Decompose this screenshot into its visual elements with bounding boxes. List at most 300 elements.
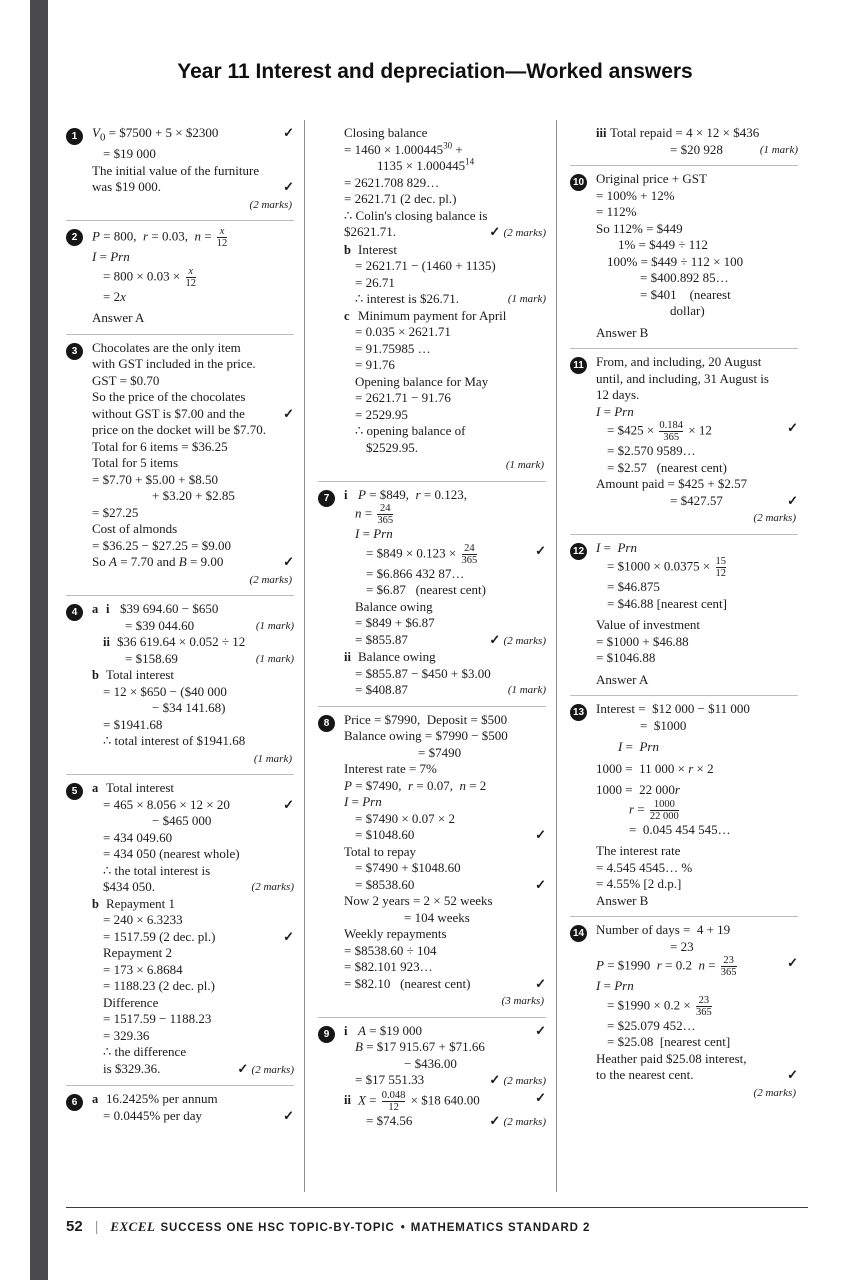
page-title: Year 11 Interest and depreciation—Worked answers [177, 60, 693, 83]
checkmark-icon: ✓ [283, 405, 294, 421]
question-badge-cell [66, 125, 92, 213]
question-number-badge: 1 [66, 128, 83, 145]
marks-label: (2 marks) [249, 198, 292, 211]
answer-lines [596, 540, 798, 689]
answer-lines [344, 712, 546, 1010]
fraction: $\frac{1000}{22 000}$ [649, 798, 679, 822]
marks-label: (1 mark) [507, 293, 546, 305]
worked-line: = 329.36 [103, 1027, 150, 1043]
answer-block [318, 120, 546, 481]
worked-line: = $7490 + $1048.60 [355, 860, 461, 875]
worked-line: = 104 weeks [404, 909, 470, 925]
worked-line: = $20 928 (1 mark) [670, 141, 798, 157]
answer-block [570, 348, 798, 534]
worked-line: = 2621.71 (2 dec. pl.) [344, 191, 457, 206]
worked-line: = $1048.60 ✓ [355, 827, 546, 842]
worked-line: P = 800, r = 0.03, n = $\frac{x}{12}$ [92, 226, 228, 250]
checkmark-icon: ✓ [283, 928, 294, 944]
question-badge-cell [570, 171, 596, 341]
worked-line: = 1517.59 − 1188.23 [103, 1011, 212, 1027]
question-number-badge: 4 [66, 604, 83, 621]
answer-lines [92, 780, 294, 1078]
answer-lines [596, 354, 798, 527]
fraction: $\frac{23}{365}$ [720, 955, 737, 978]
worked-line: Closing balance [344, 125, 428, 140]
worked-line: = $1941.68 [103, 716, 163, 732]
checkmark-icon: ✓ [489, 1072, 501, 1087]
worked-line: = $25.079 452… [607, 1017, 696, 1033]
checkmark-icon: ✓ [787, 420, 798, 435]
worked-line: Weekly repayments [344, 926, 447, 941]
worked-line: = $849 + $6.87 [355, 615, 435, 630]
worked-line: = $36.25 − $27.25 = $9.00 [92, 537, 231, 553]
answers-column [556, 120, 808, 1192]
worked-line: = $8538.60 ÷ 104 [344, 942, 437, 958]
worked-line: = $849 × 0.123 × $\frac{24}{365}$ ✓ [366, 542, 546, 566]
worked-line: Opening balance for May [355, 373, 489, 389]
answer-lines [596, 701, 798, 909]
worked-line: Balance owing [355, 598, 433, 614]
checkmark-icon: ✓ [283, 554, 294, 570]
part-label: b [92, 668, 99, 683]
part-label: ii [344, 1092, 351, 1107]
worked-line: I = Prn [596, 539, 637, 555]
answers-column [66, 120, 304, 1192]
worked-line: Answer B [596, 892, 649, 908]
question-number-badge: 12 [570, 543, 587, 560]
worked-line: = $2.57 (nearest cent) [607, 459, 727, 475]
answer-lines [92, 340, 294, 589]
marks-label: (1 mark) [253, 752, 292, 765]
worked-line: − $465 000 [152, 813, 212, 829]
worked-line: = 2529.95 [355, 406, 408, 422]
worked-line: = 23 [670, 938, 694, 954]
worked-line: = 2621.708 829… [344, 174, 440, 190]
worked-line: Amount paid = $425 + $2.57 [596, 476, 748, 491]
worked-line: = $401 (nearest [640, 286, 731, 302]
book-binding-strip [30, 0, 48, 1280]
part-label: i [344, 487, 348, 502]
worked-line: = 112% [596, 204, 637, 219]
question-badge-cell [570, 540, 596, 689]
worked-line: Repayment 2 [103, 945, 172, 961]
worked-line: 1000 = 11 000 × r × 2 [596, 760, 714, 776]
worked-line: Answer A [596, 671, 649, 687]
fraction: $\frac{x}{12}$ [185, 265, 196, 289]
marks-label: (3 marks) [501, 995, 544, 1007]
worked-line: I = Prn [618, 739, 659, 754]
checkmark-icon: ✓ [489, 224, 501, 239]
worked-line [92, 750, 294, 768]
part-label: a [92, 1092, 99, 1107]
worked-line: + $3.20 + $2.85 [152, 488, 235, 504]
worked-line: = 465 × 8.056 × 12 × 20 ✓ [103, 796, 294, 812]
answer-block [66, 595, 294, 774]
question-number-badge: 8 [318, 715, 335, 732]
worked-line: − $436.00 [404, 1055, 457, 1071]
question-number-badge: 11 [570, 357, 587, 374]
worked-line: = 91.75985 … [355, 340, 431, 356]
worked-line: $1135 \times 1.000445^{14}$ [377, 156, 475, 173]
page-number: 52 [66, 1218, 83, 1235]
marks-label: (1 mark) [255, 652, 294, 665]
worked-line: ∴ the total interest is [103, 862, 211, 878]
worked-line: = $6.87 (nearest cent) [366, 582, 486, 597]
fraction: $\frac{0.184}{365}$ [659, 420, 684, 443]
worked-line: i P = $849, r = 0.123, [344, 486, 467, 502]
question-number-badge: 13 [570, 704, 587, 721]
worked-line: iii Total repaid = 4 × 12 × $436 [596, 125, 760, 140]
checkmark-icon: ✓ [535, 1089, 546, 1105]
answers-column [304, 120, 556, 1192]
marks-label: (1 mark) [507, 684, 546, 696]
worked-line: = 4.545 4545… % [596, 859, 693, 875]
question-badge-cell [66, 601, 92, 767]
worked-line: to the nearest cent. ✓ [596, 1067, 798, 1082]
question-number-badge: 10 [570, 174, 587, 191]
worked-line: = $82.101 923… [344, 959, 433, 974]
part-label: b [344, 242, 351, 257]
worked-line: 100% = $449 ÷ 112 × 100 [607, 253, 744, 269]
marks-label: (2 marks) [249, 573, 292, 586]
worked-line: Original price + GST [596, 171, 707, 186]
worked-line: P = $1990 r = 0.2 n = $\frac{23}{365}$ ✓ [596, 955, 798, 978]
worked-line: = $19 000 [103, 146, 156, 162]
answer-lines [344, 125, 546, 474]
answer-lines [92, 125, 294, 213]
part-label: i [106, 602, 110, 617]
worked-line: a 16.2425% per annum [92, 1091, 218, 1107]
worked-line: dollar) [670, 303, 705, 318]
answer-lines [596, 125, 798, 158]
worked-line: = 1188.23 (2 dec. pl.) [103, 978, 215, 994]
footer-rule [66, 1207, 808, 1208]
worked-line: = $855.87 ✓ (2 marks) [355, 631, 546, 647]
question-number-badge: 9 [318, 1026, 335, 1043]
checkmark-icon: ✓ [283, 796, 294, 812]
worked-line: = $6.866 432 87… [366, 565, 465, 581]
question-badge-cell [570, 922, 596, 1101]
part-label: ii [103, 635, 110, 650]
question-number-badge: 14 [570, 925, 587, 942]
worked-line: = 26.71 [355, 274, 395, 290]
worked-line: = $7490 [418, 744, 462, 760]
worked-line: 12 days. [596, 387, 640, 402]
worked-line: = 800 × 0.03 × $\frac{x}{12}$ [103, 265, 196, 289]
marks-label: (2 marks) [753, 1086, 796, 1099]
worked-line: Total to repay [344, 843, 417, 859]
fraction: $\frac{24}{365}$ [377, 503, 394, 526]
worked-line: Balance owing = $7990 − $500 [344, 728, 508, 743]
question-badge-cell [66, 340, 92, 589]
worked-line: = $39 044.60 (1 mark) [125, 617, 294, 633]
worked-line: = $427.57 ✓ [670, 492, 798, 508]
part-label: iii [596, 126, 607, 140]
worked-line: r = $\frac{1000}{22 000}$ [629, 798, 679, 822]
worked-line: with GST included in the price. [92, 356, 256, 372]
checkmark-icon: ✓ [535, 827, 546, 842]
part-label: c [344, 308, 350, 323]
worked-line: = $7.70 + $5.00 + $8.50 [92, 471, 218, 487]
worked-line: = $17 551.33 ✓ (2 marks) [355, 1072, 546, 1087]
checkmark-icon: ✓ [283, 125, 294, 140]
badge-spacer [570, 125, 596, 158]
worked-line: ii $36 619.64 × 0.052 ÷ 12 [103, 634, 246, 650]
worked-line [344, 992, 546, 1010]
answer-block [570, 916, 798, 1108]
worked-line: = $82.10 (nearest cent) ✓ [344, 975, 546, 991]
worked-line: = 0.035 × 2621.71 [355, 324, 451, 339]
worked-line: $2621.71. ✓ (2 marks) [344, 224, 546, 239]
question-number-badge: 3 [66, 343, 83, 360]
marks-label: (2 marks) [503, 1075, 546, 1087]
checkmark-icon: ✓ [283, 1107, 294, 1123]
worked-line: price on the docket will be $7.70. [92, 422, 267, 438]
worked-line: = 91.76 [355, 357, 395, 372]
question-badge-cell [570, 354, 596, 527]
worked-line: Chocolates are the only item [92, 339, 241, 355]
answer-block [66, 334, 294, 596]
marks-label: (2 marks) [251, 881, 294, 894]
worked-line: Cost of almonds [92, 521, 178, 537]
worked-line: = 4.55% [2 d.p.] [596, 876, 682, 891]
marks-label: (2 marks) [503, 227, 546, 239]
worked-line: b Interest [344, 241, 397, 257]
worked-line [596, 1084, 798, 1102]
checkmark-icon: ✓ [535, 975, 546, 991]
worked-line: ∴ the difference [103, 1044, 187, 1060]
checkmark-icon: ✓ [535, 542, 546, 558]
worked-line: I = Prn [92, 249, 130, 265]
worked-line: ∴ Colin's closing balance is [344, 207, 488, 223]
worked-line: = 12 × $650 − ($40 000 [103, 683, 227, 699]
worked-line: I = Prn [355, 526, 393, 541]
worked-line: Total for 6 items = $36.25 [92, 438, 228, 454]
worked-line: = $46.88 [nearest cent] [607, 595, 727, 611]
badge-spacer [318, 125, 344, 474]
footer-bullet: • [400, 1222, 405, 1234]
worked-line: = $46.875 [607, 579, 660, 594]
answer-block [66, 774, 294, 1085]
question-badge-cell [66, 226, 92, 327]
worked-line: $434 050. (2 marks) [103, 879, 294, 895]
worked-line: n = $\frac{24}{365}$ [355, 503, 394, 526]
worked-line: = $1000 [640, 717, 687, 733]
checkmark-icon: ✓ [489, 1112, 501, 1128]
worked-line: From, and including, 20 August [596, 354, 762, 369]
answer-lines [92, 1091, 294, 1124]
question-badge-cell [318, 1023, 344, 1131]
worked-line: = $7490 × 0.07 × 2 [355, 810, 455, 826]
worked-line: ∴ interest is $26.71. (1 mark) [355, 291, 546, 306]
worked-line [596, 509, 798, 527]
part-label: ii [344, 650, 351, 664]
checkmark-icon: ✓ [535, 1022, 546, 1038]
answer-block [318, 481, 546, 706]
series-title: SUCCESS ONE HSC TOPIC-BY-TOPIC [160, 1222, 395, 1234]
worked-line: − $34 141.68) [152, 700, 226, 716]
worked-line: b Repayment 1 [92, 895, 175, 911]
question-number-badge: 2 [66, 229, 83, 246]
worked-line [92, 571, 294, 589]
answer-block [570, 695, 798, 916]
worked-line: Number of days = 4 + 19 [596, 922, 731, 937]
worked-line: ∴ opening balance of [355, 423, 466, 438]
worked-line: = 173 × 6.8684 [103, 961, 183, 977]
worked-line: Price = $7990, Deposit = $500 [344, 711, 508, 727]
answer-block [570, 534, 798, 696]
worked-line: Interest rate = 7% [344, 761, 437, 776]
answer-block [66, 220, 294, 334]
worked-line: So A = 7.70 and B = 9.00 ✓ [92, 554, 294, 570]
worked-line: = $1046.88 [596, 650, 656, 665]
worked-line: I = Prn [344, 794, 382, 809]
checkmark-icon: ✓ [489, 631, 501, 647]
worked-line: 1% = $449 ÷ 112 [618, 237, 708, 252]
worked-line: = 0.0445% per day ✓ [103, 1107, 294, 1123]
marks-label: (2 marks) [753, 512, 796, 524]
fraction: $\frac{15}{12}$ [715, 556, 726, 579]
series-brand: EXCEL [110, 1219, 156, 1234]
worked-line: = 2621.71 − (1460 + 1135) [355, 258, 496, 273]
question-badge-cell [570, 701, 596, 909]
worked-line: ii X = $\frac{0.048}{12}$ × $18 640.00 ✓ [344, 1089, 546, 1113]
part-label: a [92, 602, 99, 617]
worked-line: = $855.87 − $450 + $3.00 [355, 665, 491, 681]
answer-block [318, 706, 546, 1017]
worked-line: = 100% + 12% [596, 187, 675, 203]
worked-line: = $425 × $\frac{0.184}{365}$ × 12 ✓ [607, 420, 798, 443]
fraction: $\frac{x}{12}$ [216, 226, 228, 250]
worked-line: So 112% = $449 [596, 220, 683, 236]
subject-title: MATHEMATICS STANDARD 2 [410, 1222, 591, 1234]
answer-block [570, 165, 798, 348]
worked-line: = $1990 × 0.2 × $\frac{23}{365}$ [607, 994, 712, 1018]
question-number-badge: 5 [66, 783, 83, 800]
answer-lines [596, 922, 798, 1101]
question-badge-cell [318, 712, 344, 1010]
worked-line: Interest = $12 000 − $11 000 [596, 701, 750, 716]
answer-lines [92, 601, 294, 767]
footer-divider: | [94, 1218, 99, 1234]
worked-line: P = $7490, r = 0.07, n = 2 [344, 777, 487, 793]
worked-line: = $25.08 [nearest cent] [607, 1034, 731, 1049]
answer-block [318, 1017, 546, 1138]
checkmark-icon: ✓ [283, 179, 294, 195]
worked-line: ∴ total interest of $1941.68 [103, 733, 246, 749]
fraction: $\frac{23}{365}$ [696, 994, 712, 1018]
worked-line [344, 456, 546, 474]
checkmark-icon: ✓ [787, 955, 798, 970]
worked-line: = $408.87 (1 mark) [355, 682, 546, 697]
worked-line: Now 2 years = 2 × 52 weeks [344, 893, 493, 908]
worked-line: B = $17 915.67 + $71.66 [355, 1039, 485, 1054]
answer-block [66, 120, 294, 220]
answer-lines [344, 1023, 546, 1131]
marks-label: (1 mark) [505, 459, 544, 471]
checkmark-icon: ✓ [535, 876, 546, 892]
checkmark-icon: ✓ [237, 1060, 249, 1076]
checkmark-icon: ✓ [787, 1067, 798, 1082]
worked-line: Answer B [596, 324, 649, 340]
marks-label: (1 mark) [759, 143, 798, 156]
worked-line: GST = $0.70 [92, 372, 160, 388]
worked-line: = $8538.60 ✓ [355, 876, 546, 892]
worked-line: Heather paid $25.08 interest, [596, 1050, 747, 1066]
fraction: $\frac{24}{365}$ [461, 542, 478, 566]
worked-line: was $19 000. ✓ [92, 179, 294, 195]
worked-line: The initial value of the furniture [92, 162, 260, 178]
answer-lines [596, 171, 798, 341]
checkmark-icon: ✓ [787, 492, 798, 508]
worked-line: = $158.69 (1 mark) [125, 650, 294, 666]
worked-line: ii Balance owing [344, 649, 436, 664]
marks-label: (2 marks) [503, 634, 546, 647]
worked-line: Answer A [92, 310, 145, 326]
worked-line: Total for 5 items [92, 455, 179, 471]
marks-label: (1 mark) [255, 619, 294, 632]
answer-lines [344, 487, 546, 699]
worked-line: = $1000 × 0.0375 × $\frac{15}{12}$ [607, 556, 726, 579]
worked-line: = 240 × 6.3233 [103, 912, 183, 928]
question-number-badge: 6 [66, 1094, 83, 1111]
part-label: a [92, 781, 99, 796]
worked-line: = $2.570 9589… [607, 443, 696, 458]
worked-line: Difference [103, 994, 159, 1010]
worked-line: = 434 049.60 [103, 829, 173, 845]
answer-lines [92, 226, 294, 327]
question-badge-cell [66, 780, 92, 1078]
worked-line: = $74.56 ✓ (2 marks) [366, 1112, 546, 1128]
worked-line: = 2x [103, 288, 126, 304]
worked-line: is $329.36. ✓ (2 marks) [103, 1060, 294, 1076]
worked-line [92, 196, 294, 214]
worked-line: c Minimum payment for April [344, 307, 507, 323]
answers-content [66, 120, 808, 1192]
worked-line: = 2621.71 − 91.76 [355, 390, 451, 405]
worked-line: = $27.25 [92, 504, 139, 520]
answer-block [66, 1085, 294, 1131]
worked-line: until, and including, 31 August is [596, 370, 769, 386]
worked-line: a Total interest [92, 780, 175, 796]
fraction: $\frac{0.048}{12}$ [381, 1089, 406, 1113]
worked-line: = $400.892 85… [640, 270, 729, 285]
worked-line: = 0.045 454 545… [629, 821, 731, 837]
worked-line: = $1000 + $46.88 [596, 633, 689, 649]
worked-line: So the price of the chocolates [92, 389, 246, 405]
question-badge-cell [318, 487, 344, 699]
worked-line: a i $39 694.60 − $650 [92, 601, 219, 617]
part-label: b [92, 896, 99, 911]
worked-line: = $1460 \times 1.000445^{30}$ + [344, 140, 463, 157]
worked-line: $V_0$ = $7500 + 5 × $2300 ✓ [92, 125, 294, 144]
worked-line: I = Prn [596, 978, 634, 993]
worked-line: i A = $19 000 ✓ [344, 1022, 546, 1038]
worked-line: without GST is $7.00 and the ✓ [92, 405, 294, 421]
worked-line: The interest rate [596, 843, 681, 858]
worked-line: 1000 = 22 000r [596, 782, 680, 797]
answer-block [570, 120, 798, 165]
marks-label: (2 marks) [251, 1063, 294, 1076]
worked-line: $2529.95. [366, 439, 418, 455]
part-label: i [344, 1023, 348, 1038]
worked-line: I = Prn [596, 403, 634, 419]
page-footer [66, 1218, 808, 1235]
worked-line: = 434 050 (nearest whole) [103, 846, 240, 862]
worked-line: = 1517.59 (2 dec. pl.) ✓ [103, 928, 294, 944]
worked-line: b Total interest [92, 667, 175, 683]
worked-line: Value of investment [596, 617, 700, 632]
